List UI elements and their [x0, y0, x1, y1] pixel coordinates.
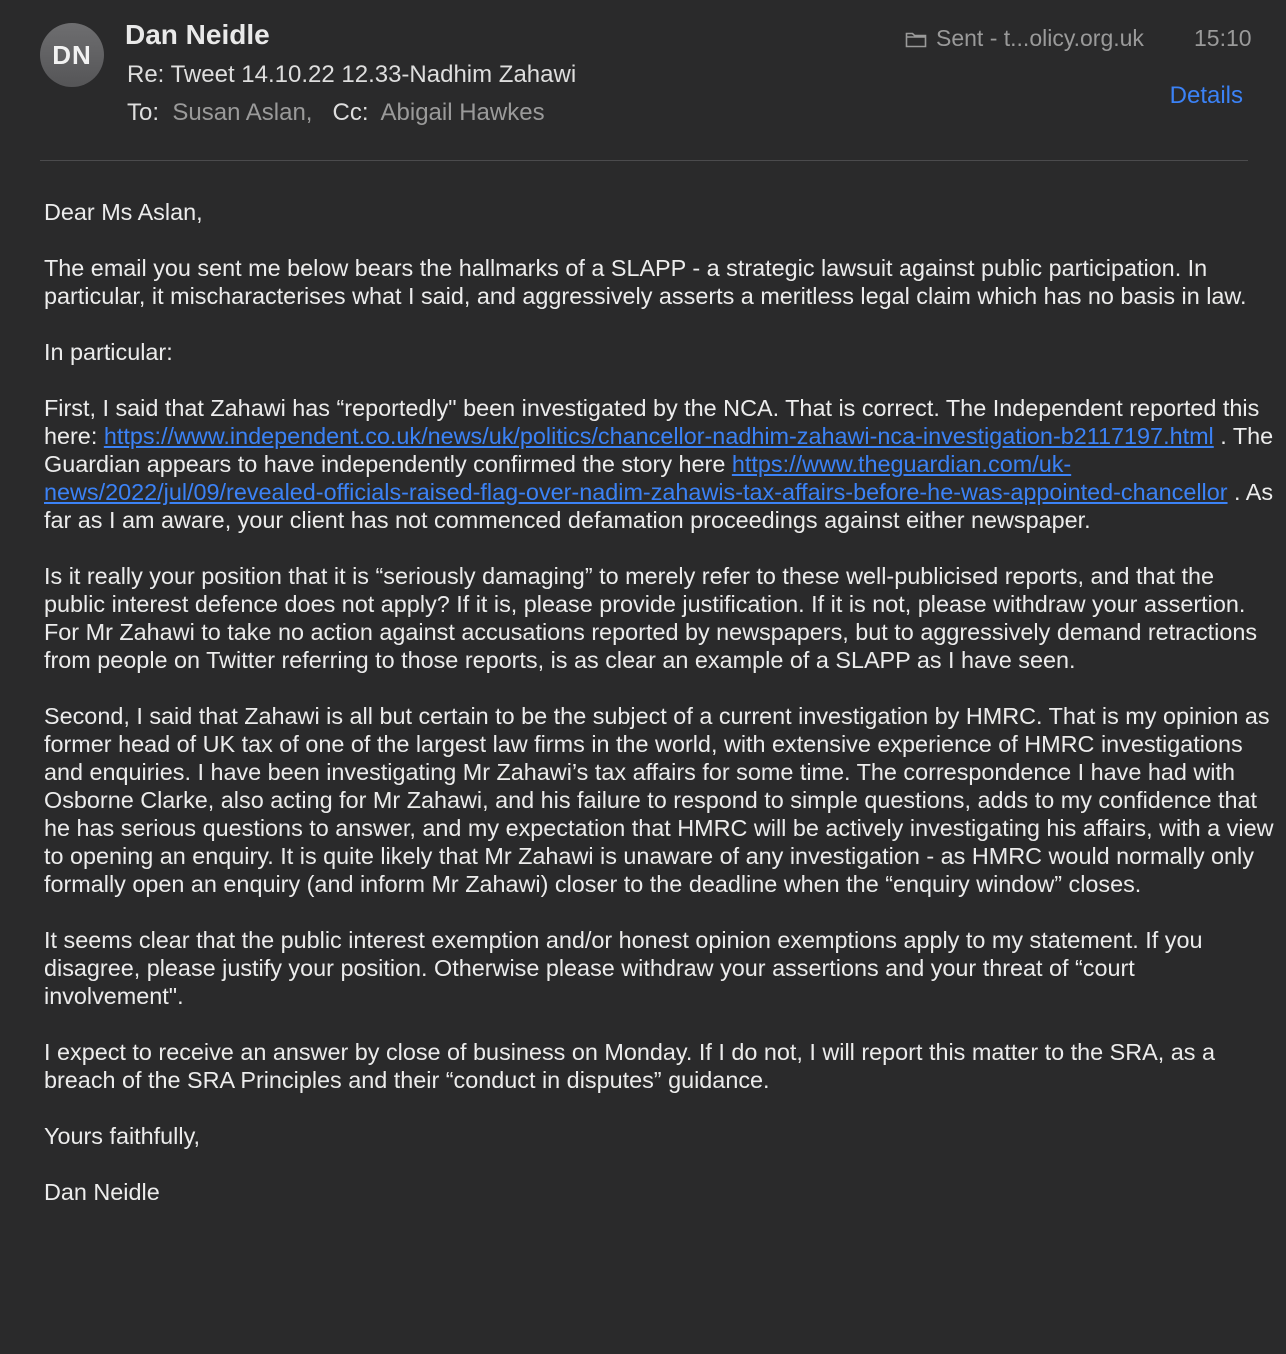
- mailbox-location[interactable]: [905, 25, 1144, 52]
- guardian-link[interactable]: https://www.theguardian.com/uk-news/2022/jul/09/revealed-officials-raised-flag-over-nadim-zahawis-tax-affairs-before-he-was-appointed-chancellor: [44, 451, 1228, 505]
- paragraph-3: [44, 394, 1274, 534]
- cc-recipient[interactable]: Abigail Hawkes: [380, 99, 545, 126]
- paragraph-3-text-b: . The Guardian appears to have independently confirmed the story here: [44, 423, 1274, 477]
- recipients-line: [127, 99, 545, 127]
- email-subject: Re: Tweet 14.10.22 12.33-Nadhim Zahawi: [127, 61, 577, 88]
- email-body: [44, 198, 1274, 1234]
- paragraph-5: Second, I said that Zahawi is all but certain to be the subject of a current investigation by HMRC. That is my opinion as former head of UK tax of one of the largest law firms in the world, with extensive experience of HMRC investigations and enquiries. I have been investigating Mr Zahawi’s tax affairs for some time. The correspondence I have had with Osborne Clarke, also acting for Mr Zahawi, and his failure to respond to simple questions, adds to my confidence that he has serious questions to answer, and my expectation that HMRC will be actively investigating his affairs, with a view to opening an enquiry. It is quite likely that Mr Zahawi is unaware of any investigation - as HMRC would normally only formally open an enquiry (and inform Mr Zahawi) closer to the deadline when the “enquiry window” closes.: [44, 703, 1274, 897]
- avatar: DN: [40, 23, 104, 87]
- sender-name[interactable]: Dan Neidle: [125, 19, 270, 50]
- cc-label: Cc:: [332, 99, 369, 126]
- paragraph-6: It seems clear that the public interest exemption and/or honest opinion exemptions apply to my statement. If you disagree, please justify your position. Otherwise please withdraw your assertions and your threat of “court involvement".: [44, 927, 1203, 1009]
- signature: Dan Neidle: [44, 1179, 160, 1205]
- paragraph-1: The email you sent me below bears the hallmarks of a SLAPP - a strategic lawsuit against public participation. In particular, it mischaracterises what I said, and aggressively asserts a meritless legal claim which has no basis in law.: [44, 255, 1247, 309]
- paragraph-7: I expect to receive an answer by close of business on Monday. If I do not, I will report this matter to the SRA, as a breach of the SRA Principles and their “conduct in disputes” guidance.: [44, 1039, 1215, 1093]
- paragraph-3-text-c: . As far as I am aware, your client has not commenced defamation proceedings against either newspaper.: [44, 479, 1274, 533]
- paragraph-4: Is it really your position that it is “seriously damaging” to merely refer to these well-publicised reports, and that the public interest defence does not apply? If it is, please provide justification. If it is not, please withdraw your assertion. For Mr Zahawi to take no action against accusations reported by newspapers, but to aggressively demand retractions from people on Twitter referring to those reports, is as clear an example of a SLAPP as I have seen.: [44, 563, 1258, 673]
- closing: Yours faithfully,: [44, 1123, 201, 1149]
- timestamp: 15:10: [1194, 25, 1252, 51]
- independent-link[interactable]: https://www.independent.co.uk/news/uk/politics/chancellor-nadhim-zahawi-nca-investigation-b2117197.html: [103, 423, 1214, 449]
- header-divider: [40, 160, 1248, 161]
- greeting: Dear Ms Aslan,: [44, 199, 203, 225]
- paragraph-2: In particular:: [44, 339, 173, 365]
- paragraph-3-text-a: First, I said that Zahawi has “reportedly" been investigated by the NCA. That is correct. The Independent reported this here:: [44, 395, 1260, 449]
- folder-icon: [905, 30, 927, 48]
- details-link[interactable]: Details: [1169, 82, 1243, 109]
- mailbox-name: Sent - t...olicy.org.uk: [936, 25, 1144, 51]
- to-recipient[interactable]: Susan Aslan,: [172, 99, 313, 126]
- to-label: To:: [127, 99, 160, 126]
